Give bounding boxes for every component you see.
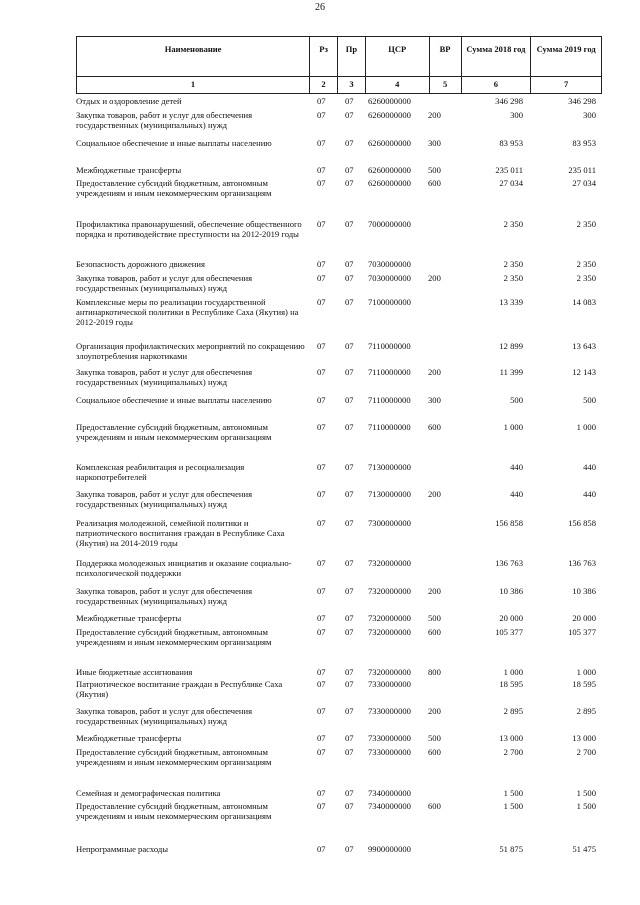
cell-name: Закупка товаров, работ и услуг для обеспечения государственных (муниципальных) нужд bbox=[76, 110, 253, 130]
column-number: 2 bbox=[310, 77, 338, 93]
column-numbers-row bbox=[76, 76, 602, 94]
cell-pr: 07 bbox=[345, 178, 354, 188]
cell-csr: 6260000000 bbox=[368, 138, 411, 148]
cell-s19: 51 475 bbox=[572, 844, 596, 854]
cell-rz: 07 bbox=[317, 165, 326, 175]
cell-s19: 156 858 bbox=[568, 518, 596, 528]
cell-s18: 300 bbox=[510, 110, 523, 120]
cell-s19: 13 000 bbox=[572, 733, 596, 743]
cell-vr: 600 bbox=[428, 747, 441, 757]
cell-name: Предоставление субсидий бюджетным, автономным учреждениям и иным некоммерческим организациям bbox=[76, 422, 272, 442]
cell-csr: 7030000000 bbox=[368, 273, 411, 283]
cell-csr: 6260000000 bbox=[368, 110, 411, 120]
header-pr: Пр bbox=[338, 37, 366, 76]
cell-vr: 200 bbox=[428, 367, 441, 377]
cell-s18: 136 763 bbox=[495, 558, 523, 568]
cell-rz: 07 bbox=[317, 462, 326, 472]
cell-s19: 2 350 bbox=[576, 273, 596, 283]
cell-pr: 07 bbox=[345, 627, 354, 637]
cell-s19: 500 bbox=[583, 395, 596, 405]
cell-csr: 7330000000 bbox=[368, 747, 411, 757]
cell-name: Семейная и демографическая политика bbox=[76, 788, 221, 798]
cell-s19: 20 000 bbox=[572, 613, 596, 623]
cell-pr: 07 bbox=[345, 219, 354, 229]
cell-s19: 1 000 bbox=[576, 422, 596, 432]
cell-csr: 7000000000 bbox=[368, 219, 411, 229]
cell-pr: 07 bbox=[345, 613, 354, 623]
cell-s19: 1 500 bbox=[576, 788, 596, 798]
cell-pr: 07 bbox=[345, 518, 354, 528]
cell-name: Межбюджетные трансферты bbox=[76, 165, 182, 175]
cell-csr: 7320000000 bbox=[368, 667, 411, 677]
header-rz: Рз bbox=[310, 37, 338, 76]
cell-s18: 346 298 bbox=[495, 96, 523, 106]
cell-name: Межбюджетные трансферты bbox=[76, 733, 182, 743]
cell-name: Профилактика правонарушений, обеспечение общественного порядка и противодействие преступности на 2012-2019 годы bbox=[76, 219, 302, 239]
cell-pr: 07 bbox=[345, 788, 354, 798]
cell-s18: 2 700 bbox=[503, 747, 523, 757]
cell-pr: 07 bbox=[345, 110, 354, 120]
cell-s19: 1 500 bbox=[576, 801, 596, 811]
cell-s18: 51 875 bbox=[499, 844, 523, 854]
column-number: 5 bbox=[430, 77, 462, 93]
cell-s19: 440 bbox=[583, 489, 596, 499]
cell-rz: 07 bbox=[317, 489, 326, 499]
cell-pr: 07 bbox=[345, 706, 354, 716]
header-csr: ЦСР bbox=[366, 37, 430, 76]
cell-vr: 800 bbox=[428, 667, 441, 677]
cell-pr: 07 bbox=[345, 489, 354, 499]
cell-rz: 07 bbox=[317, 586, 326, 596]
cell-s18: 13 000 bbox=[499, 733, 523, 743]
cell-s19: 2 350 bbox=[576, 259, 596, 269]
cell-pr: 07 bbox=[345, 273, 354, 283]
cell-name: Реализация молодежной, семейной политики и патриотического воспитания граждан в Республике Саха (Якутия) на 2014-2019 годы bbox=[76, 518, 285, 548]
cell-vr: 200 bbox=[428, 489, 441, 499]
cell-rz: 07 bbox=[317, 788, 326, 798]
cell-csr: 9900000000 bbox=[368, 844, 411, 854]
cell-csr: 7130000000 bbox=[368, 489, 411, 499]
cell-rz: 07 bbox=[317, 706, 326, 716]
cell-s19: 346 298 bbox=[568, 96, 596, 106]
cell-s18: 235 011 bbox=[495, 165, 523, 175]
cell-name: Иные бюджетные ассигнования bbox=[76, 667, 193, 677]
cell-csr: 7110000000 bbox=[368, 422, 411, 432]
cell-pr: 07 bbox=[345, 462, 354, 472]
cell-pr: 07 bbox=[345, 422, 354, 432]
cell-csr: 7320000000 bbox=[368, 613, 411, 623]
cell-rz: 07 bbox=[317, 422, 326, 432]
cell-s19: 300 bbox=[583, 110, 596, 120]
cell-s18: 12 899 bbox=[499, 341, 523, 351]
cell-name: Отдых и оздоровление детей bbox=[76, 96, 182, 106]
cell-rz: 07 bbox=[317, 259, 326, 269]
cell-csr: 7320000000 bbox=[368, 586, 411, 596]
cell-s18: 440 bbox=[510, 462, 523, 472]
cell-s18: 27 034 bbox=[499, 178, 523, 188]
cell-name: Закупка товаров, работ и услуг для обеспечения государственных (муниципальных) нужд bbox=[76, 489, 253, 509]
cell-name: Комплексная реабилитация и ресоциализация наркопотребителей bbox=[76, 462, 245, 482]
cell-s18: 10 386 bbox=[499, 586, 523, 596]
cell-pr: 07 bbox=[345, 844, 354, 854]
cell-vr: 500 bbox=[428, 733, 441, 743]
cell-s18: 11 399 bbox=[499, 367, 523, 377]
cell-rz: 07 bbox=[317, 297, 326, 307]
cell-pr: 07 bbox=[345, 667, 354, 677]
cell-s19: 18 595 bbox=[572, 679, 596, 689]
cell-s19: 2 700 bbox=[576, 747, 596, 757]
cell-csr: 7300000000 bbox=[368, 518, 411, 528]
cell-rz: 07 bbox=[317, 367, 326, 377]
header-sum-2018: Сумма 2018 год bbox=[462, 37, 532, 76]
cell-vr: 200 bbox=[428, 586, 441, 596]
cell-pr: 07 bbox=[345, 801, 354, 811]
cell-name: Непрограммные расходы bbox=[76, 844, 169, 854]
cell-rz: 07 bbox=[317, 747, 326, 757]
cell-vr: 200 bbox=[428, 706, 441, 716]
cell-name: Предоставление субсидий бюджетным, автономным учреждениям и иным некоммерческим организациям bbox=[76, 801, 272, 821]
cell-s18: 1 000 bbox=[503, 667, 523, 677]
column-number: 1 bbox=[77, 77, 310, 93]
cell-vr: 600 bbox=[428, 627, 441, 637]
cell-pr: 07 bbox=[345, 165, 354, 175]
cell-s18: 1 500 bbox=[503, 801, 523, 811]
cell-s18: 440 bbox=[510, 489, 523, 499]
cell-pr: 07 bbox=[345, 733, 354, 743]
cell-csr: 7110000000 bbox=[368, 395, 411, 405]
header-name: Наименование bbox=[77, 37, 310, 76]
page-number: 26 bbox=[315, 2, 325, 13]
cell-vr: 200 bbox=[428, 110, 441, 120]
cell-csr: 7100000000 bbox=[368, 297, 411, 307]
cell-s18: 18 595 bbox=[499, 679, 523, 689]
cell-name: Безопасность дорожного движения bbox=[76, 259, 205, 269]
column-number: 3 bbox=[338, 77, 366, 93]
cell-s19: 10 386 bbox=[572, 586, 596, 596]
cell-s18: 105 377 bbox=[495, 627, 523, 637]
cell-pr: 07 bbox=[345, 297, 354, 307]
cell-pr: 07 bbox=[345, 367, 354, 377]
column-number: 6 bbox=[462, 77, 532, 93]
header-vr: ВР bbox=[430, 37, 462, 76]
cell-pr: 07 bbox=[345, 395, 354, 405]
cell-s18: 2 350 bbox=[503, 273, 523, 283]
cell-csr: 7330000000 bbox=[368, 733, 411, 743]
cell-name: Предоставление субсидий бюджетным, автономным учреждениям и иным некоммерческим организациям bbox=[76, 178, 272, 198]
cell-rz: 07 bbox=[317, 558, 326, 568]
cell-vr: 200 bbox=[428, 273, 441, 283]
cell-s18: 13 339 bbox=[499, 297, 523, 307]
cell-csr: 7340000000 bbox=[368, 788, 411, 798]
cell-rz: 07 bbox=[317, 679, 326, 689]
cell-s19: 1 000 bbox=[576, 667, 596, 677]
cell-vr: 600 bbox=[428, 422, 441, 432]
cell-rz: 07 bbox=[317, 801, 326, 811]
cell-name: Социальное обеспечение и иные выплаты населению bbox=[76, 138, 272, 148]
cell-rz: 07 bbox=[317, 273, 326, 283]
cell-name: Патриотическое воспитание граждан в Республике Саха (Якутия) bbox=[76, 679, 283, 699]
cell-rz: 07 bbox=[317, 138, 326, 148]
cell-rz: 07 bbox=[317, 844, 326, 854]
cell-name: Предоставление субсидий бюджетным, автономным учреждениям и иным некоммерческим организациям bbox=[76, 627, 272, 647]
cell-s18: 1 000 bbox=[503, 422, 523, 432]
cell-csr: 6260000000 bbox=[368, 96, 411, 106]
cell-name: Предоставление субсидий бюджетным, автономным учреждениям и иным некоммерческим организациям bbox=[76, 747, 272, 767]
cell-name: Межбюджетные трансферты bbox=[76, 613, 182, 623]
cell-vr: 300 bbox=[428, 395, 441, 405]
column-number: 4 bbox=[366, 77, 430, 93]
cell-s18: 2 350 bbox=[503, 259, 523, 269]
cell-rz: 07 bbox=[317, 733, 326, 743]
cell-s19: 27 034 bbox=[572, 178, 596, 188]
cell-pr: 07 bbox=[345, 259, 354, 269]
cell-csr: 7320000000 bbox=[368, 558, 411, 568]
cell-csr: 7330000000 bbox=[368, 679, 411, 689]
cell-s19: 14 083 bbox=[572, 297, 596, 307]
cell-pr: 07 bbox=[345, 747, 354, 757]
cell-s19: 83 953 bbox=[572, 138, 596, 148]
cell-s19: 2 350 bbox=[576, 219, 596, 229]
cell-s19: 13 643 bbox=[572, 341, 596, 351]
header-sum-2019: Сумма 2019 год bbox=[536, 44, 596, 54]
cell-pr: 07 bbox=[345, 96, 354, 106]
cell-vr: 500 bbox=[428, 613, 441, 623]
cell-csr: 7330000000 bbox=[368, 706, 411, 716]
cell-csr: 7130000000 bbox=[368, 462, 411, 472]
cell-s18: 156 858 bbox=[495, 518, 523, 528]
cell-name: Поддержка молодежных инициатив и оказание социально-психологической поддержки bbox=[76, 558, 292, 578]
cell-csr: 7110000000 bbox=[368, 367, 411, 377]
table-header bbox=[76, 36, 602, 76]
cell-s19: 235 011 bbox=[568, 165, 596, 175]
cell-s18: 83 953 bbox=[499, 138, 523, 148]
cell-s19: 136 763 bbox=[568, 558, 596, 568]
cell-pr: 07 bbox=[345, 138, 354, 148]
cell-name: Комплексные меры по реализации государственной антинаркотической политики в Республике Саха (Якутия) на 2012-2019 годы bbox=[76, 297, 299, 327]
cell-pr: 07 bbox=[345, 679, 354, 689]
cell-rz: 07 bbox=[317, 178, 326, 188]
cell-csr: 6260000000 bbox=[368, 178, 411, 188]
cell-s18: 2 895 bbox=[503, 706, 523, 716]
cell-s19: 12 143 bbox=[572, 367, 596, 377]
cell-name: Социальное обеспечение и иные выплаты населению bbox=[76, 395, 272, 405]
cell-name: Организация профилактических мероприятий по сокращению злоупотребления наркотиками bbox=[76, 341, 305, 361]
cell-csr: 7320000000 bbox=[368, 627, 411, 637]
cell-name: Закупка товаров, работ и услуг для обеспечения государственных (муниципальных) нужд bbox=[76, 367, 253, 387]
cell-name: Закупка товаров, работ и услуг для обеспечения государственных (муниципальных) нужд bbox=[76, 273, 253, 293]
cell-s19: 440 bbox=[583, 462, 596, 472]
column-number: 7 bbox=[563, 79, 569, 90]
cell-csr: 7110000000 bbox=[368, 341, 411, 351]
cell-rz: 07 bbox=[317, 219, 326, 229]
cell-csr: 7340000000 bbox=[368, 801, 411, 811]
cell-s19: 2 895 bbox=[576, 706, 596, 716]
cell-vr: 600 bbox=[428, 178, 441, 188]
cell-rz: 07 bbox=[317, 395, 326, 405]
cell-name: Закупка товаров, работ и услуг для обеспечения государственных (муниципальных) нужд bbox=[76, 706, 253, 726]
cell-rz: 07 bbox=[317, 518, 326, 528]
cell-pr: 07 bbox=[345, 341, 354, 351]
cell-s19: 105 377 bbox=[568, 627, 596, 637]
cell-vr: 500 bbox=[428, 165, 441, 175]
cell-vr: 600 bbox=[428, 801, 441, 811]
cell-csr: 6260000000 bbox=[368, 165, 411, 175]
cell-vr: 300 bbox=[428, 138, 441, 148]
cell-rz: 07 bbox=[317, 110, 326, 120]
cell-rz: 07 bbox=[317, 96, 326, 106]
cell-csr: 7030000000 bbox=[368, 259, 411, 269]
cell-rz: 07 bbox=[317, 667, 326, 677]
cell-s18: 20 000 bbox=[499, 613, 523, 623]
cell-rz: 07 bbox=[317, 341, 326, 351]
cell-s18: 1 500 bbox=[503, 788, 523, 798]
cell-pr: 07 bbox=[345, 586, 354, 596]
cell-pr: 07 bbox=[345, 558, 354, 568]
cell-s18: 500 bbox=[510, 395, 523, 405]
cell-s18: 2 350 bbox=[503, 219, 523, 229]
cell-rz: 07 bbox=[317, 613, 326, 623]
cell-rz: 07 bbox=[317, 627, 326, 637]
cell-name: Закупка товаров, работ и услуг для обеспечения государственных (муниципальных) нужд bbox=[76, 586, 253, 606]
